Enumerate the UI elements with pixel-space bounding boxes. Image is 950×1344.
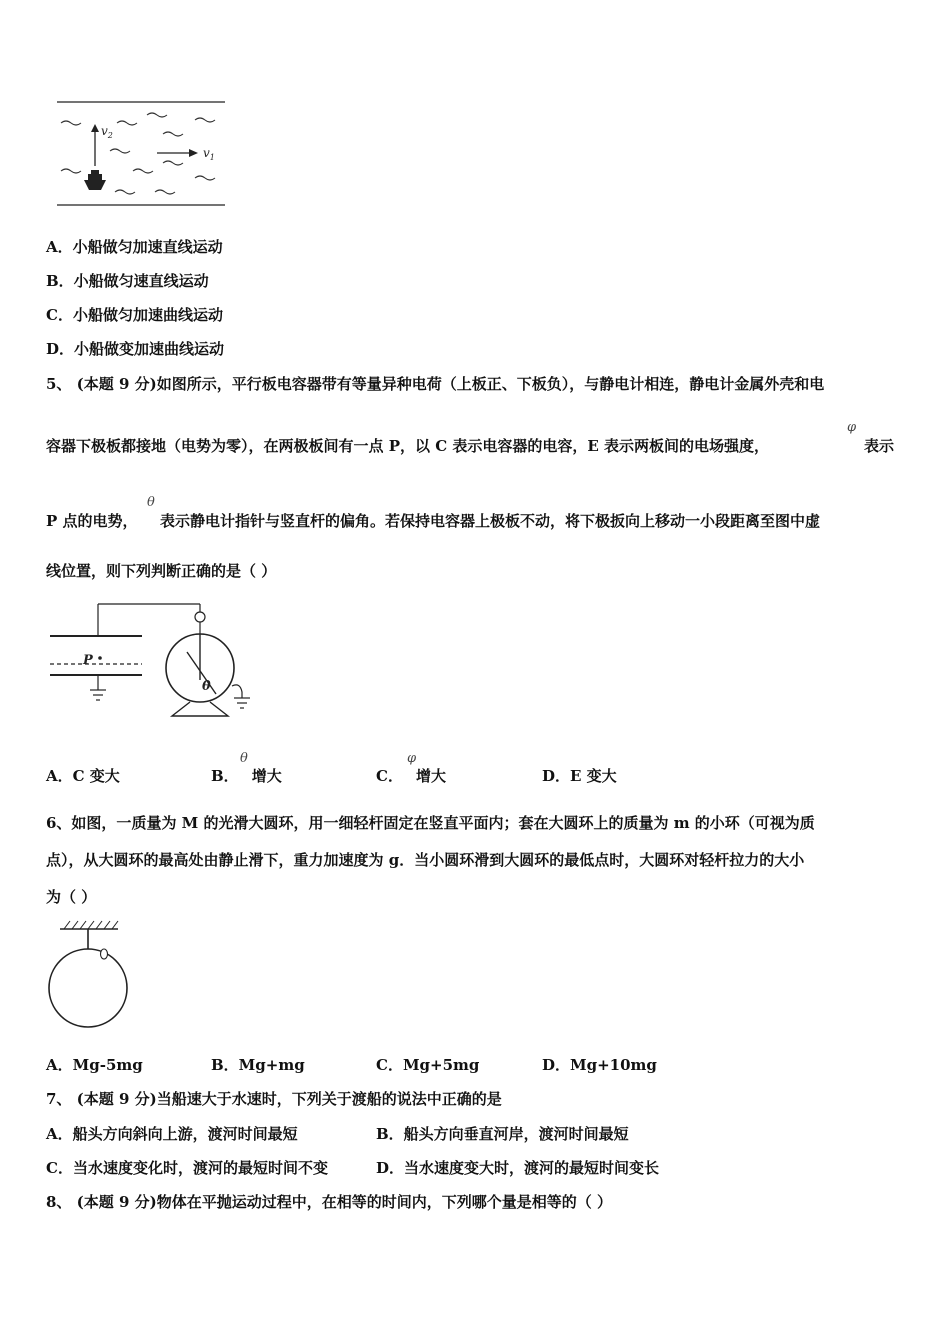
q7-option-b: B．船头方向垂直河岸，渡河时间最短 — [376, 1125, 629, 1143]
theta-angle-label: θ — [202, 679, 211, 694]
v1-label: $v_1$ — [203, 146, 215, 162]
river-boat-figure — [55, 98, 235, 210]
q6-stem-line3: 为（ ） — [46, 888, 97, 906]
q7-stem: 7、 (本题 9 分)当船速大于水速时，下列关于渡船的说法中正确的是 — [46, 1090, 502, 1108]
q6-option-d: D．Mg+10mg — [542, 1056, 657, 1074]
point-p-label: P — [83, 653, 93, 668]
electrometer-stand — [172, 702, 228, 716]
theta-symbol: θ — [147, 495, 155, 510]
q5-stem-line2: 容器下极板都接地（电势为零），在两极板间有一点 P，以 C 表示电容器的电容，E 表示两板间的电场强度， — [46, 437, 770, 455]
q6-stem-line1: 6、如图，一质量为 M 的光滑大圆环，用一细轻杆固定在竖直平面内；套在大圆环上的质量为 m 的小环（可视为质 — [46, 814, 815, 832]
q6-option-a: A．Mg-5mg — [46, 1056, 143, 1074]
q5-option-a: A．C 变大 — [46, 767, 120, 785]
v1-arrow — [157, 149, 198, 157]
capacitor-ground-icon — [90, 675, 106, 700]
q4-option-a: A．小船做匀加速直线运动 — [46, 238, 223, 256]
q5-stem-line3-end: 表示静电计指针与竖直杆的偏角。若保持电容器上极板不动，将下极扳向上移动一小段距离至图中虚 — [160, 512, 821, 530]
electrometer-terminal — [195, 612, 205, 622]
q5-stem-line3-start: P 点的电势， — [46, 512, 138, 530]
q5-option-c-phi: φ — [407, 751, 417, 766]
electrometer-ground-icon — [232, 685, 250, 708]
q7-option-c: C．当水速度变化时，渡河的最短时间不变 — [46, 1159, 328, 1177]
q6-stem-line2: 点），从大圆环的最高处由静止滑下，重力加速度为 g．当小圆环滑到大圆环的最低点时，大圆环对轻杆拉力的大小 — [46, 851, 805, 869]
q5-option-c: C． 增大 — [376, 767, 446, 785]
v2-label: $v_2$ — [101, 124, 113, 140]
q4-option-d: D．小船做变加速曲线运动 — [46, 340, 225, 358]
q7-option-d: D．当水速度变大时，渡河的最短时间变长 — [376, 1159, 660, 1177]
q4-option-b: B．小船做匀速直线运动 — [46, 272, 209, 290]
q5-option-b: B． 增大 — [211, 767, 282, 785]
q5-option-d: D．E 变大 — [542, 767, 617, 785]
q4-option-c: C．小船做匀加速曲线运动 — [46, 306, 223, 324]
q5-stem-line1: 5、 (本题 9 分)如图所示，平行板电容器带有等量异种电荷（上板正、下板负），与静电计相连，静电计金属外壳和电 — [46, 375, 825, 393]
point-p — [98, 656, 102, 660]
ceiling-hatching — [64, 921, 118, 929]
large-hoop — [49, 949, 127, 1027]
hoop-figure — [46, 916, 136, 1031]
boat-icon — [84, 170, 106, 190]
v2-arrow — [91, 124, 99, 166]
q6-option-c: C．Mg+5mg — [376, 1056, 480, 1074]
q7-option-a: A．船头方向斜向上游，渡河时间最短 — [46, 1125, 298, 1143]
q5-stem-line2-end: 表示 — [864, 437, 895, 455]
capacitor-electrometer-figure — [50, 598, 270, 733]
phi-symbol: φ — [847, 420, 857, 435]
q8-stem: 8、 (本题 9 分)物体在平抛运动过程中，在相等的时间内，下列哪个量是相等的（ ） — [46, 1193, 612, 1211]
q6-option-b: B．Mg+mg — [211, 1056, 305, 1074]
small-ring — [101, 949, 108, 959]
q5-option-b-theta: θ — [240, 751, 248, 766]
q5-stem-line4: 线位置，则下列判断正确的是（ ） — [46, 562, 277, 580]
